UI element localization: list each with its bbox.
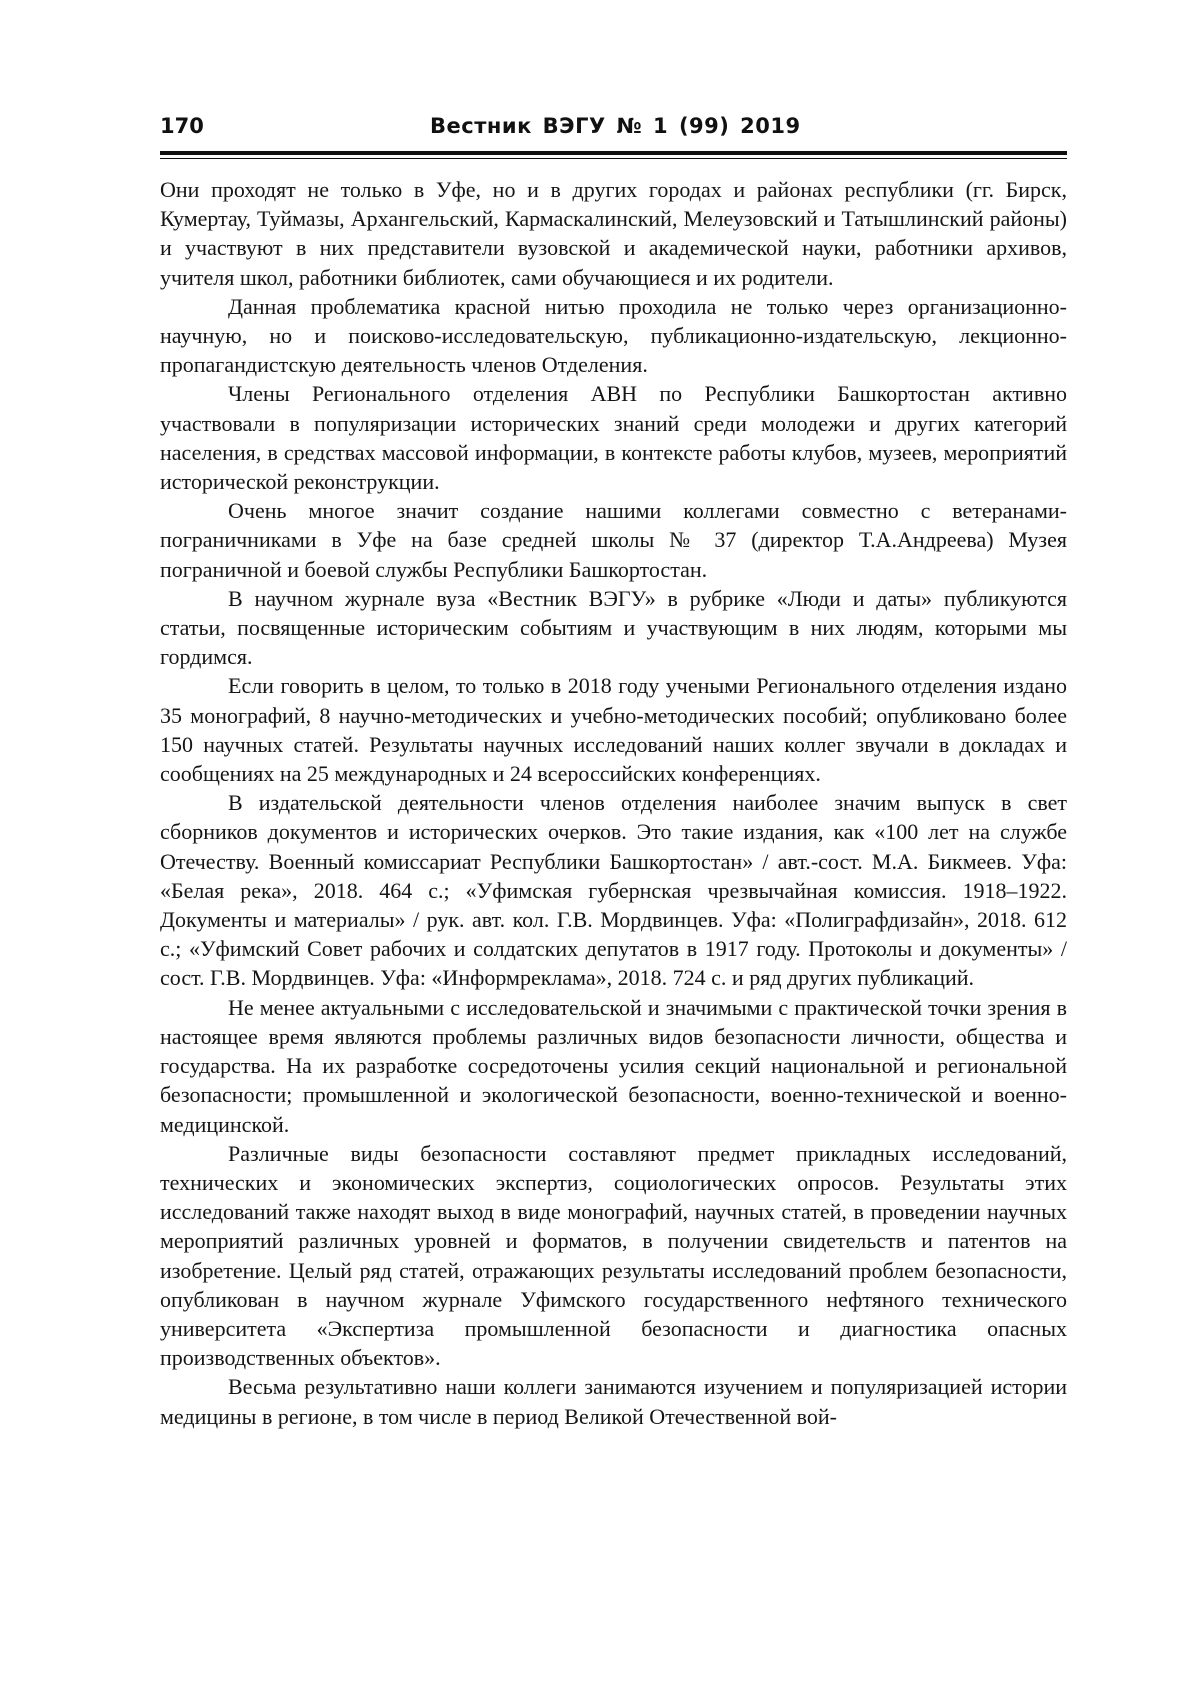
- paragraph: Члены Регионального отделения АВН по Республики Башкортостан активно участвовали в популяризации исторических знаний среди молодежи и других категорий населения, в средствах массовой информации, в контексте работы клубов, музеев, мероприятий исторической реконструкции.: [160, 381, 1067, 495]
- paragraph: В научном журнале вуза «Вестник ВЭГУ» в рубрике «Люди и даты» публикуются статьи, посвященные историческим событиям и участвующим в них людям, которыми мы гордимся.: [160, 585, 1067, 670]
- paragraph: Данная проблематика красной нитью проходила не только через организационно-научную, но и поисково-исследовательскую, публикационно-издательскую, лекционно-пропагандистскую деятельность членов Отделения.: [160, 293, 1067, 378]
- paragraph: В издательской деятельности членов отделения наиболее значим выпуск в свет сборников документов и исторических очерков. Это такие издания, как «100 лет на службе Отечеству. Военный комиссариат Республики Башкортостан» / авт.-сост. М.А. Бикмеев. Уфа: «Белая река», 2018. 464 с.; «Уфимская губернская чрезвычайная комиссия. 1918–1922. Документы и материалы» / рук. авт. кол. Г.В. Мордвинцев. Уфа: «Полиграфдизайн», 2018. 612 с.; «Уфимский Совет рабочих и солдатских депутатов в 1917 году. Протоколы и документы» / сост. Г.В. Мордвинцев. Уфа: «Информреклама», 2018. 724 с. и ряд других публикаций.: [160, 790, 1067, 991]
- header-rule-thin: [160, 158, 1067, 159]
- article-body: [160, 175, 1067, 1431]
- page-header: [160, 114, 1067, 148]
- paragraph: Различные виды безопасности составляют предмет прикладных исследований, технических и экономических экспертиз, социологических опросов. Результаты этих исследований также находят выход в виде монографий, научных статей, в проведении научных мероприятий различных уровней и форматов, в получении свидетельств и патентов на изобретение. Целый ряд статей, отражающих результаты исследований проблем безопасности, опубликован в научном журнале Уфимского государственного нефтяного технического университета «Экспертиза промышленной безопасности и диагностика опасных производственных объектов».: [160, 1140, 1067, 1371]
- paragraph: Если говорить в целом, то только в 2018 году учеными Регионального отделения издано 35 монографий, 8 научно-методических и учебно-методических пособий; опубликовано более 150 научных статей. Результаты научных исследований наших коллег звучали в докладах и сообщениях на 25 международных и 24 всероссийских конференциях.: [160, 673, 1067, 787]
- paragraph: Не менее актуальными с исследовательской и значимыми с практической точки зрения в настоящее время являются проблемы различных видов безопасности личности, общества и государства. На их разработке сосредоточены усилия секций национальной и региональной безопасности; промышленной и экологической безопасности, военно-технической и военно-медицинской.: [160, 994, 1067, 1137]
- header-rule-thick: [160, 151, 1067, 155]
- paragraph: Очень многое значит создание нашими коллегами совместно с ветеранами-пограничниками в Уфе на базе средней школы № 37 (директор Т.А.Андреева) Музея пограничной и боевой службы Республики Башкортостан.: [160, 498, 1067, 582]
- paragraph-continued: Они проходят не только в Уфе, но и в других городах и районах республики (гг. Бирск, Кумертау, Туймазы, Архангельский, Кармаскалинский, Мелеузовский и Татышлинский районы) и участвуют в них представители вузовской и академической науки, работники архивов, учителя школ, работники библиотек, сами обучающиеся и их родители.: [160, 177, 1067, 290]
- journal-title: Вестник ВЭГУ № 1 (99) 2019: [430, 114, 801, 138]
- paragraph-last: Весьма результативно наши коллеги занимаются изучением и популяризацией истории медицины в регионе, в том числе в период Великой Отечественной вой-: [160, 1374, 1067, 1429]
- page-number: 170: [160, 114, 204, 138]
